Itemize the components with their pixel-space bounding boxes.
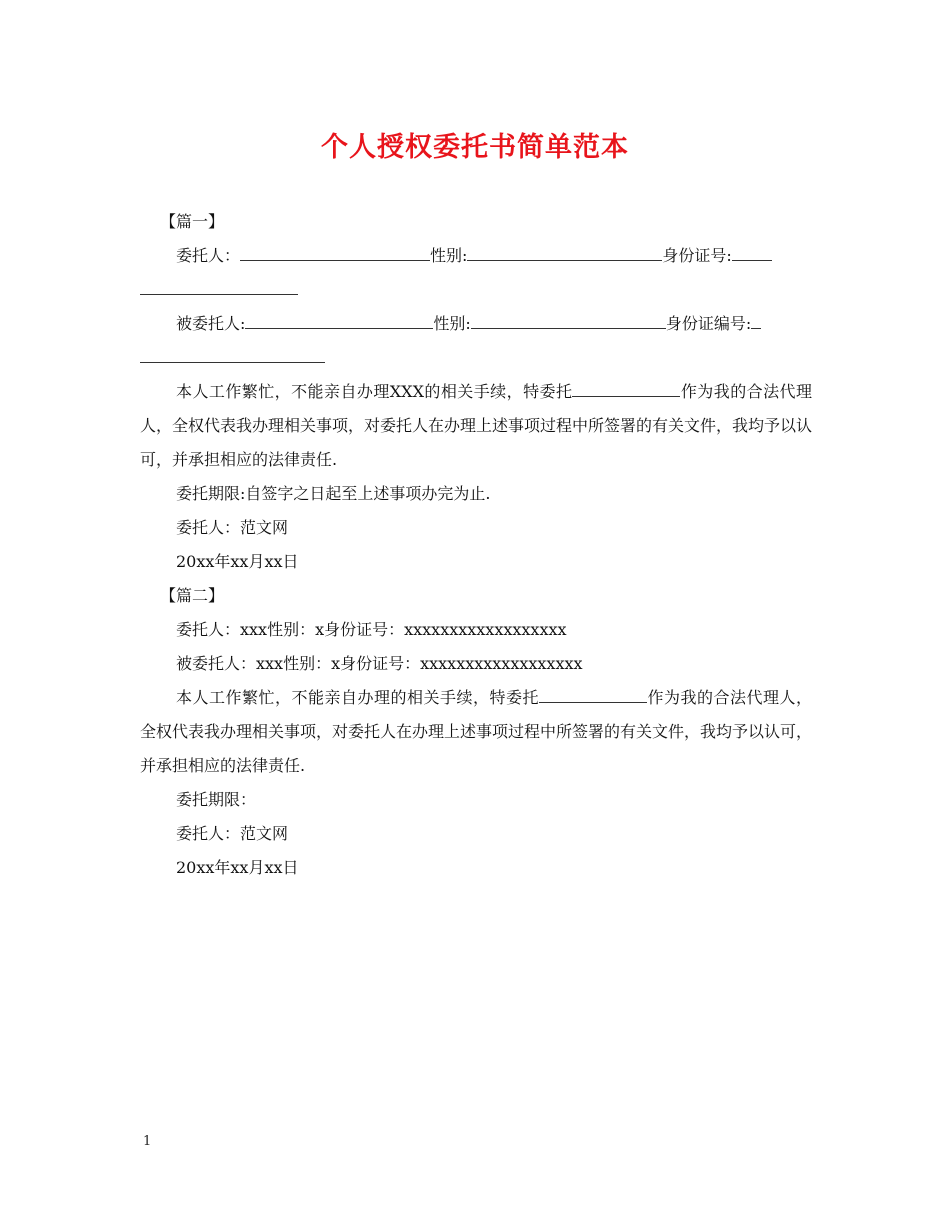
gender-label: 性别: [430, 246, 468, 265]
section2-para-start: 本人工作繁忙，不能亲自办理的相关手续，特委托 [176, 688, 539, 707]
section1-paragraph [140, 375, 812, 477]
agent-gender-blank [471, 310, 666, 329]
section1-para-start: 本人工作繁忙，不能亲自办理XXX的相关手续，特委托 [176, 382, 573, 401]
principal-label: 委托人： [176, 246, 241, 265]
section2-principal-line: 委托人：xxx性别：x身份证号：xxxxxxxxxxxxxxxxxx [176, 620, 567, 639]
section1-signer: 委托人：范文网 [176, 518, 289, 537]
section1-date: 20xx年xx月xx日 [176, 552, 299, 571]
document-body [140, 205, 812, 885]
gender-blank [467, 242, 662, 261]
section2-entrusted-blank [539, 684, 647, 703]
section2-term: 委托期限： [176, 790, 257, 809]
section1-agent-line [140, 307, 812, 341]
section1-heading: 【篇一】 [160, 212, 225, 231]
section1-principal-line-cont [140, 273, 812, 307]
agent-gender-label: 性别: [433, 314, 471, 333]
agent-id-label: 身份证编号: [665, 314, 752, 333]
agent-id-blank [751, 310, 761, 329]
agent-name-blank [245, 310, 433, 329]
section1-entrusted-blank [572, 378, 680, 397]
section2-agent-line: 被委托人：xxx性别：x身份证号：xxxxxxxxxxxxxxxxxx [176, 654, 583, 673]
document-title: 个人授权委托书简单范本 [321, 132, 629, 163]
section2-date: 20xx年xx月xx日 [176, 858, 299, 877]
section1-para-rest: 作为我的合法代理人，全权代表我办理相关事项，对委托人在办理上述事项过程中所签署的有关文件，我均予以认可，并承担相应的法律责任. [140, 382, 813, 469]
principal-name-blank [240, 242, 430, 261]
section2-heading: 【篇二】 [160, 586, 225, 605]
agent-label: 被委托人: [176, 314, 246, 333]
section1-principal-line [140, 239, 812, 273]
section1-agent-line-cont [140, 341, 812, 375]
section2-paragraph [140, 681, 812, 783]
section2-signer: 委托人：范文网 [176, 824, 289, 843]
section2-para-rest: 作为我的合法代理人，全权代表我办理相关事项，对委托人在办理上述事项过程中所签署的有关文件，我均予以认可，并承担相应的法律责任. [140, 688, 813, 775]
agent-id-blank-cont [140, 344, 325, 363]
id-label: 身份证号: [662, 246, 732, 265]
page-number: 1 [143, 1134, 152, 1149]
id-blank [732, 242, 772, 261]
id-blank-cont [140, 276, 298, 295]
section1-term: 委托期限:自签字之日起至上述事项办完为止. [176, 484, 491, 503]
